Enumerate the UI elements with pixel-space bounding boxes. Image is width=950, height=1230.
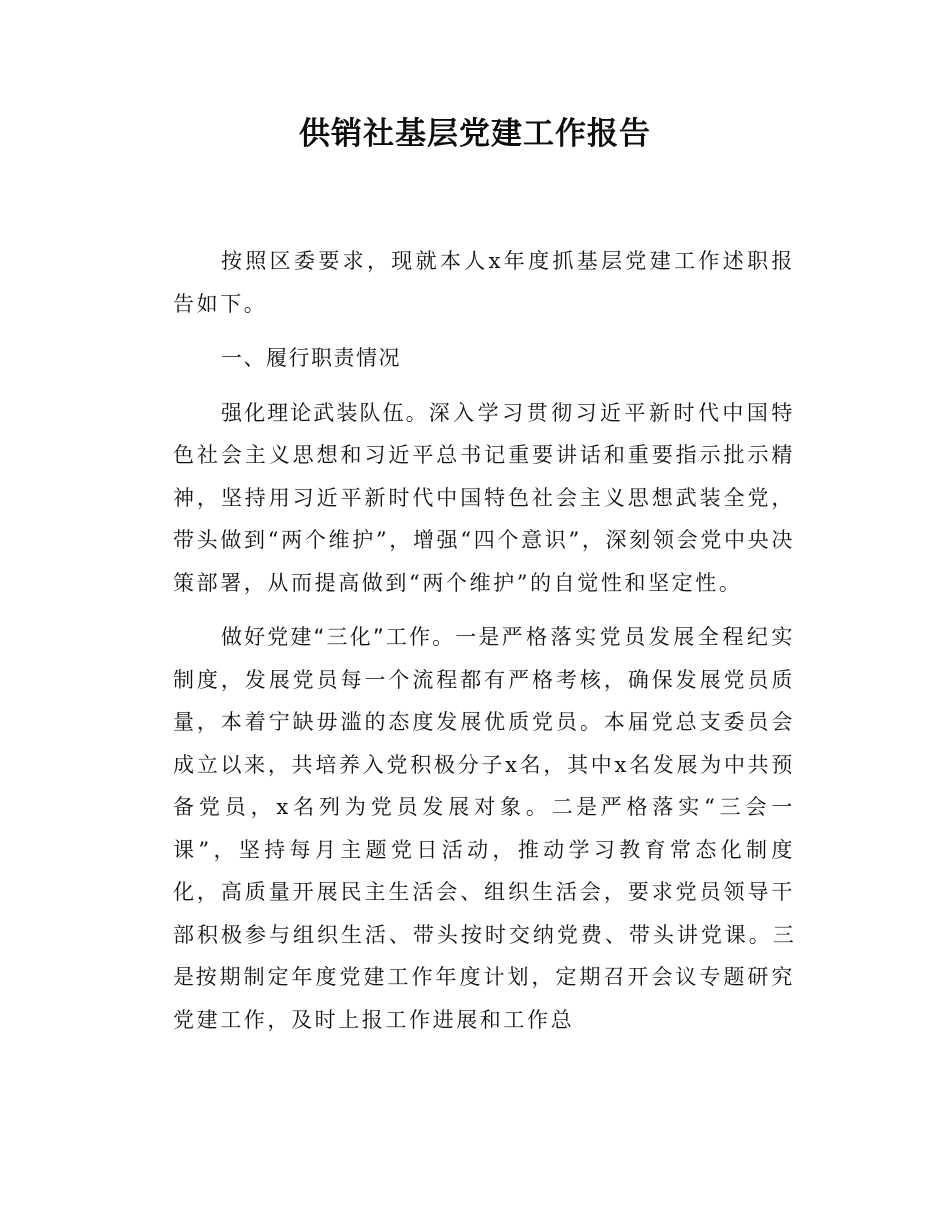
document-body bbox=[173, 240, 795, 1041]
document-title: 供销社基层党建工作报告 bbox=[299, 116, 651, 152]
intro-paragraph: 按照区委要求，现就本人x年度抓基层党建工作述职报告如下。 bbox=[173, 249, 795, 316]
point-text-2: 严格落实“三会一课”，坚持每月主题党日活动，推动学习教育常态化制度化，高质量开展民主生活会、组织生活会，要求党员领导干部积极参与组织生活、带头按时交纳党费、带头讲党课。 bbox=[173, 795, 795, 947]
paragraph-theory bbox=[173, 392, 795, 605]
paragraph-lead-three-work: 做好党建“三化”工作。 bbox=[221, 625, 456, 649]
point-marker-2: 二是 bbox=[551, 795, 601, 819]
point-marker-3: 三是 bbox=[173, 922, 795, 989]
paragraph-text-theory: 深入学习贯彻习近平新时代中国特色社会主义思想和习近平总书记重要讲话和重要指示批示精神，坚持用习近平新时代中国特色社会主义思想武装全党，带头做到“两个维护”，增强“四个意识”，深刻领会党中央决策部署，从而提高做到“两个维护”的自觉性和坚定性。 bbox=[173, 400, 795, 595]
point-text-1: 严格落实党员发展全程纪实制度，发展党员每一个流程都有严格考核，确保发展党员质量，本着宁缺毋滥的态度发展优质党员。本届党总支委员会成立以来，共培养入党积极分子x名，其中x名发展为中共预备党员，x名列为党员发展对象。 bbox=[173, 625, 796, 819]
paragraph-three-work bbox=[173, 616, 795, 1041]
point-text-3: 按期制定年度党建工作年度计划，定期召开会议专题研究党建工作，及时上报工作进展和工作总 bbox=[173, 965, 795, 1032]
paragraph-lead-theory: 强化理论武装队伍。 bbox=[221, 400, 429, 425]
section-heading-1: 一、履行职责情况 bbox=[221, 346, 401, 370]
point-marker-1: 一是 bbox=[455, 625, 502, 649]
